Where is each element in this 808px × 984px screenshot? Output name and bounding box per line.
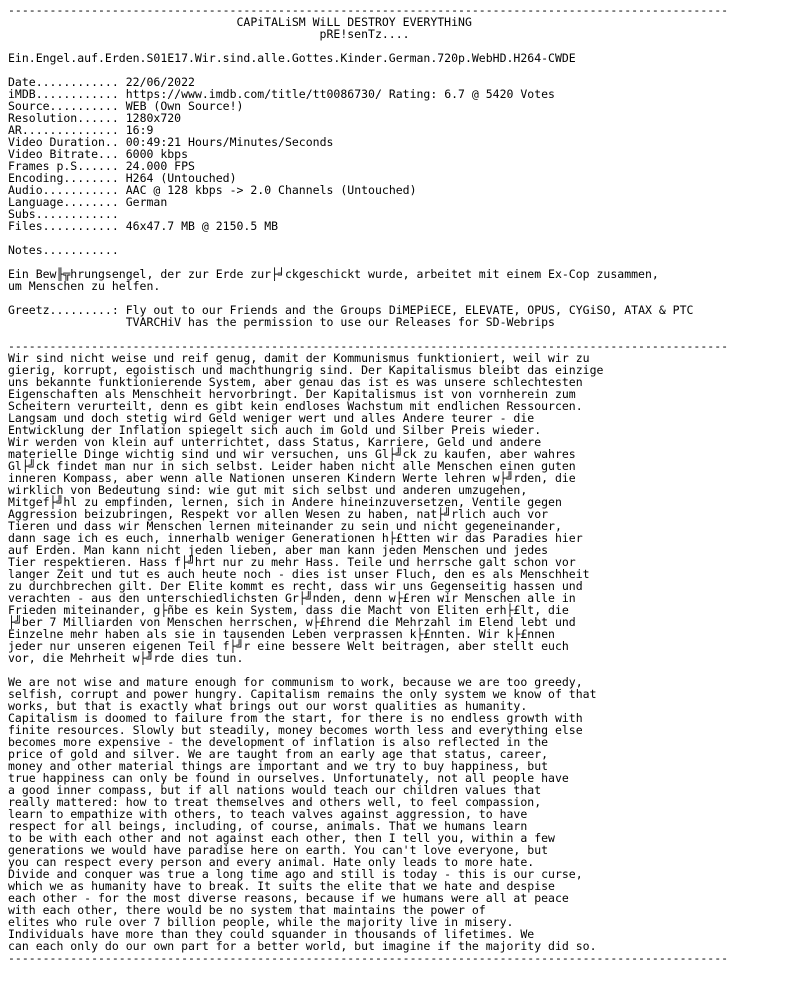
notes-line: um Menschen zu helfen.: [8, 279, 161, 293]
english-line: each other - for the most diverse reasons, because if we humans were all at peace: [8, 891, 569, 905]
notes-label: Notes...........: [8, 243, 119, 257]
english-line: respect for all beings, including, of course, animals. That we humans learn: [8, 819, 528, 833]
info-row: [8, 196, 808, 208]
greetz-block: [8, 304, 808, 328]
german-line: auf Erden. Man kann nicht jeden lieben, aber man kann jeden Menschen und jedes: [8, 543, 549, 557]
info-label: Files...........: [8, 219, 119, 233]
info-label: Resolution......: [8, 111, 119, 125]
info-value: H264 (Untouched): [125, 171, 237, 185]
english-line: becomes more expensive - the development of inflation is also reflected in the: [8, 735, 549, 749]
greetz-indent: [8, 315, 119, 329]
info-value: 6000 kbps: [125, 147, 189, 161]
greetz-text: Fly out to our Friends and the Groups DiMEPiECE, ELEVATE, OPUS, CYGiSO, ATAX & PTC: [125, 303, 694, 317]
german-line: Eigenschaften als Menschheit hervorbringt. Der Kapitalismus ist von vornherein zum: [8, 387, 576, 401]
info-block: [8, 76, 808, 232]
info-value: AAC @ 128 kbps -> 2.0 Channels (Untouched): [125, 183, 417, 197]
german-line: Tieren und dass wir Menschen lernen miteinander zu sein und nicht gegeneinander,: [8, 519, 562, 533]
greetz-spacer: [119, 315, 126, 329]
german-line: Einzelne mehr haben als sie in tausenden Leben verprassen k├£nnten. Wir k├£nnen: [8, 627, 555, 641]
english-line: you can respect every person and every animal. Hate only leads to more hate.: [8, 855, 535, 869]
info-value: https://www.imdb.com/title/tt0086730/ Rating: 6.7 @ 5420 Votes: [125, 87, 555, 101]
german-line: Entwicklung der Inflation spiegelt sich auch im Gold und Silber Preis wieder.: [8, 423, 542, 437]
german-line: Tier respektieren. Hass f├╝hrt nur zu mehr Hass. Teile und herrsche galt schon vor: [8, 555, 576, 569]
german-line: gierig, korrupt, egoistisch und machthungrig sind. Der Kapitalismus bleibt das einzige: [8, 363, 604, 377]
german-line: Mitgef├╝hl zu empfinden, lernen, sich in Andere hineinzuversetzen, Ventile gegen: [8, 495, 562, 509]
german-line: uns bekannte funktionierende System, aber genau das ist es was unsere schlechtesten: [8, 375, 583, 389]
english-line: money and other material things are important and we try to buy happiness, but: [8, 759, 549, 773]
english-line: selfish, corrupt and power hungry. Capitalism remains the only system we know of that: [8, 687, 597, 701]
english-line: with each other, there would be no system that maintains the power of: [8, 903, 486, 917]
group-subtitle: pRE!senTz....: [8, 27, 410, 41]
info-label: Audio...........: [8, 183, 119, 197]
german-line: inneren Kompass, aber wenn alle Nationen unseren Kindern Werte lehren w├╝rden, die: [8, 471, 576, 485]
german-line: langer Zeit und tut es auch heute noch - dies ist unser Fluch, den es als Menschheit: [8, 567, 590, 581]
group-title: CAPiTALiSM WiLL DESTROY EVERYTHiNG: [8, 15, 472, 29]
divider-top: --------------------------------------------------------------------------------------------------------: [8, 3, 729, 17]
english-line: Individuals have more than they could squander in thousands of lifetimes. We: [8, 927, 535, 941]
notes-line: Ein Bew╟╦hrungsengel, der zur Erde zur├╛ckgeschickt wurde, arbeitet mit einem Ex-Cop zusammen,: [8, 267, 659, 281]
german-line: verachten - aus den unterschiedlichsten Gr├╝nden, denn w├£ren wir Menschen alle in: [8, 591, 576, 605]
german-line: dann sage ich es euch, innerhalb weniger Generationen h├£tten wir das Paradies hier: [8, 531, 583, 545]
german-line: Wir werden von klein auf unterrichtet, dass Status, Karriere, Geld und andere: [8, 435, 542, 449]
german-line: jeder nur unseren eigenen Teil f├╝r eine bessere Welt beitragen, aber stellt euch: [8, 639, 569, 653]
german-line: Frieden miteinander, g├ñbe es kein System, dass die Macht von Eliten erh├£lt, die: [8, 603, 569, 617]
german-line: wirklich von Bedeutung sind: wie gut mit sich selbst und anderen umzugehen,: [8, 483, 528, 497]
english-line: finite resources. Slowly but steadily, money becomes worth less and everything else: [8, 723, 583, 737]
english-line: generations we would have paradise here on earth. You can't love everyone, but: [8, 843, 549, 857]
info-label: AR..............: [8, 123, 119, 137]
german-line: Aggression beizubringen, Respekt vor allen Wesen zu haben, nat├╝rlich auch vor: [8, 507, 549, 521]
greetz-row: [8, 316, 808, 328]
divider-bottom: --------------------------------------------------------------------------------------------------------: [8, 951, 729, 965]
notes-block: [8, 268, 808, 292]
info-label: Subs............: [8, 207, 119, 221]
english-line: to be with each other and not against each other, then I tell you, within a few: [8, 831, 555, 845]
english-line: Divide and conquer was true a long time ago and still is today - this is our curse,: [8, 867, 583, 881]
info-value: 16:9: [125, 123, 154, 137]
german-line: materielle Dinge wichtig sind und wir versuchen, uns Gl├╝ck zu kaufen, aber wahres: [8, 447, 576, 461]
info-value: 24.000 FPS: [125, 159, 195, 173]
info-label: iMDB............: [8, 87, 119, 101]
info-value: German: [125, 195, 168, 209]
english-line: Capitalism is doomed to failure from the start, for there is no endless growth with: [8, 711, 583, 725]
info-value: 46x47.7 MB @ 2150.5 MB: [125, 219, 279, 233]
info-value: WEB (Own Source!): [125, 99, 244, 113]
english-line: elites who rule over 7 billion people, while the majority live in misery.: [8, 915, 514, 929]
info-label: Frames p.S......: [8, 159, 119, 173]
german-line: Scheitern verurteilt, denn es gibt kein endloses Wachstum mit endlichen Ressourcen.: [8, 399, 583, 413]
german-line: Gl├╝ck findet man nur in sich selbst. Leider haben nicht alle Menschen einen guten: [8, 459, 576, 473]
info-value: 22/06/2022: [125, 75, 195, 89]
info-label: Date............: [8, 75, 119, 89]
english-line: price of gold and silver. We are taught from an early age that status, career,: [8, 747, 549, 761]
german-line: zu durchbrechen gilt. Der Elite kommt es recht, dass wir uns Gegenseitig hassen und: [8, 579, 583, 593]
german-line: Wir sind nicht weise und reif genug, damit der Kommunismus funktioniert, weil wir zu: [8, 351, 590, 365]
german-text-block: [8, 352, 808, 664]
info-label: Video Duration..: [8, 135, 119, 149]
german-line: ├╝ber 7 Milliarden von Menschen herrschen, w├£hrend die Mehrzahl im Elend lebt und: [8, 615, 576, 629]
divider-middle: --------------------------------------------------------------------------------------------------------: [8, 339, 729, 353]
info-label: Encoding........: [8, 171, 119, 185]
english-line: We are not wise and mature enough for communism to work, because we are too greedy,: [8, 675, 583, 689]
english-line: works, but that is exactly what brings out our worst qualities as humanity.: [8, 699, 528, 713]
english-line: learn to empathize with others, to teach valves against aggression, to have: [8, 807, 528, 821]
info-value: 1280x720: [125, 111, 182, 125]
info-label: Source..........: [8, 99, 119, 113]
greetz-text: TVARCHiV has the permission to use our Releases for SD-Webrips: [125, 315, 555, 329]
english-line: can each only do our own part for a better world, but imagine if the majority did so.: [8, 939, 597, 953]
english-line: a good inner compass, but if all nations would teach our children values that: [8, 783, 542, 797]
english-line: really mattered: how to treat themselves and others well, to feel compassion,: [8, 795, 542, 809]
german-line: Langsam und doch stetig wird Geld weniger wert und alles Andere teurer - die: [8, 411, 535, 425]
info-spacer: [119, 219, 126, 233]
english-line: true happiness can only be found in ourselves. Unfortunately, not all people have: [8, 771, 569, 785]
info-label: Video Bitrate...: [8, 147, 119, 161]
greetz-label: Greetz.........:: [8, 303, 119, 317]
info-row: [8, 220, 808, 232]
info-value: 00:49:21 Hours/Minutes/Seconds: [125, 135, 334, 149]
release-name: Ein.Engel.auf.Erden.S01E17.Wir.sind.alle.Gottes.Kinder.German.720p.WebHD.H264-CWDE: [8, 51, 576, 65]
english-line: which we as humanity have to break. It suits the elite that we hate and despise: [8, 879, 555, 893]
english-text-block: [8, 676, 808, 952]
blank-line: [8, 232, 808, 244]
german-line: vor, die Mehrheit w├╝rde dies tun.: [8, 651, 244, 665]
info-label: Language........: [8, 195, 119, 209]
